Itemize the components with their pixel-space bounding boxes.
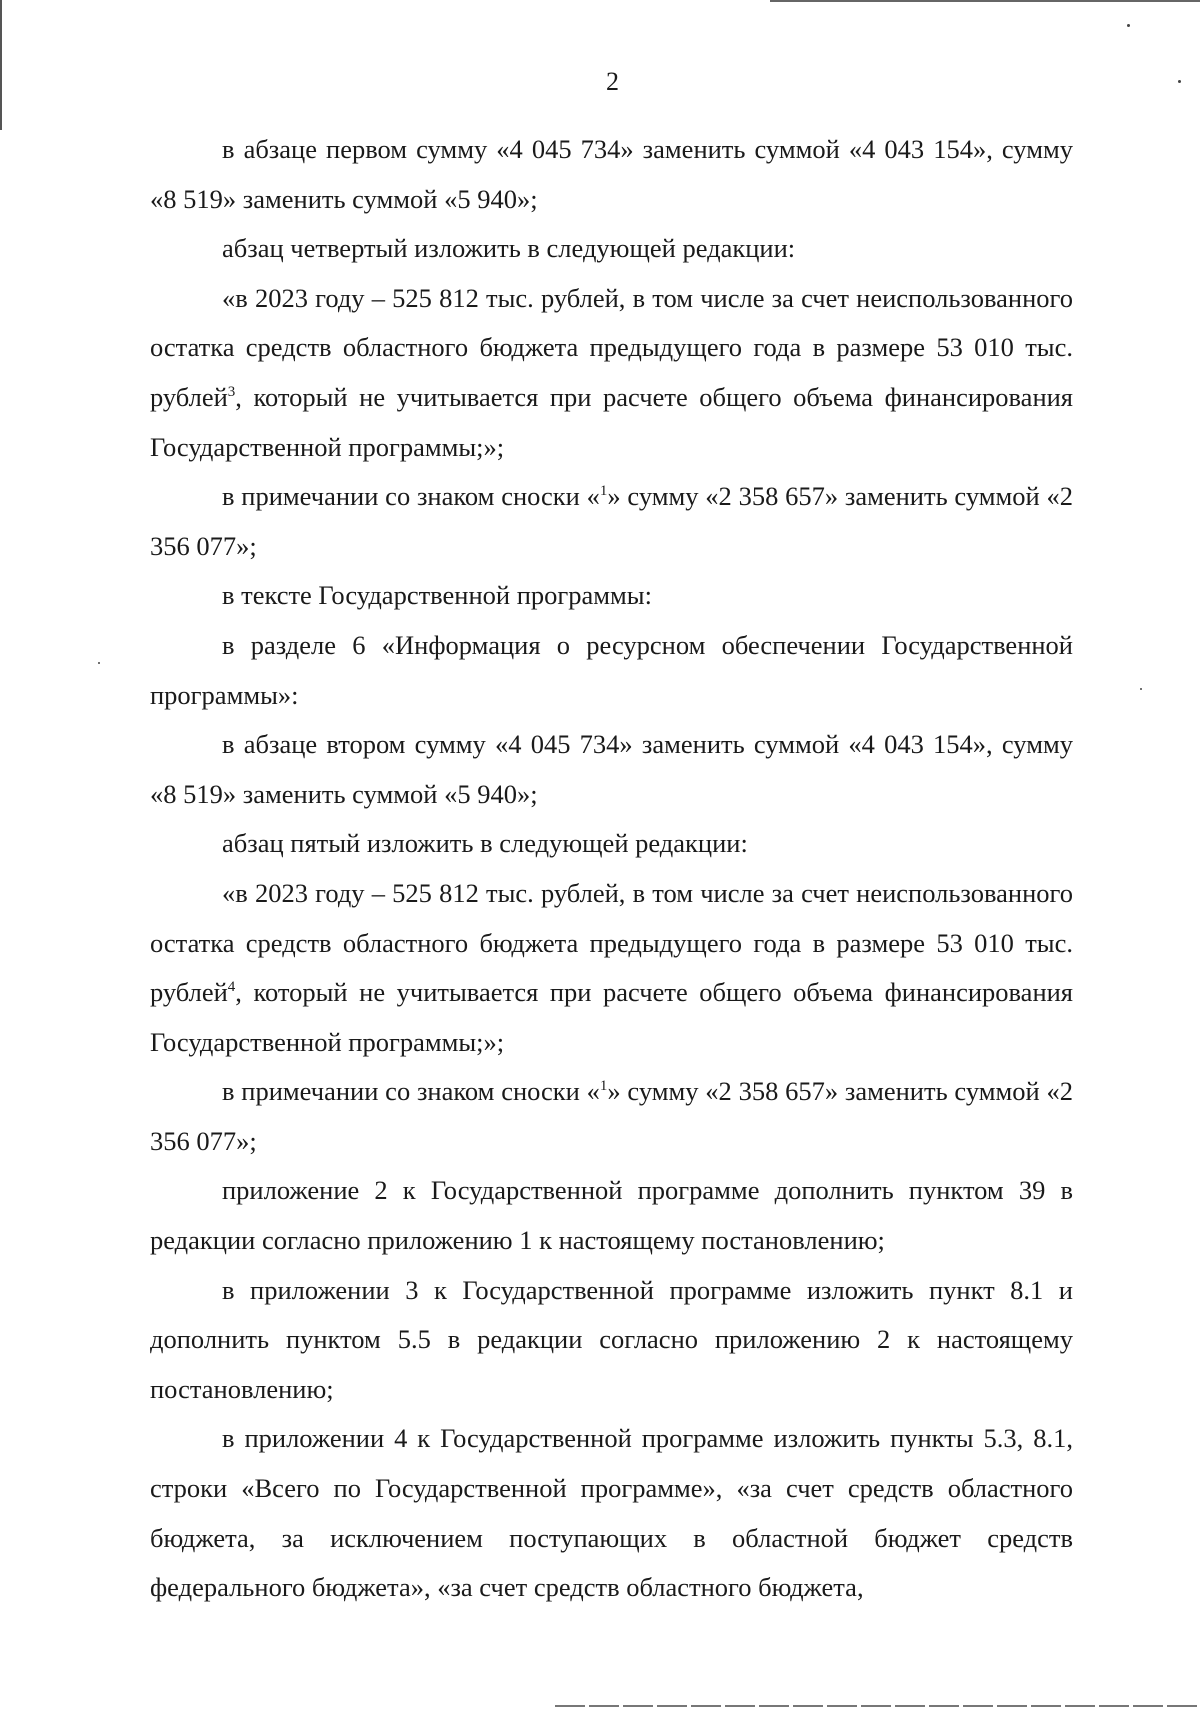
paragraph: в примечании со знаком сноски «$^1$» сумму «2 358 657» заменить суммой «2 356 077»; — [150, 481, 1073, 561]
paragraph: абзац пятый изложить в следующей редакции: — [222, 828, 748, 859]
paragraph: в приложении 4 к Государственной программе изложить пункты 5.3, 8.1, строки «Всего по Государственной программе», «за счет средств областного бюджета, за исключением поступающих в областной бюджет средств федерального бюджета», «за счет средств областного бюджета, — [150, 1423, 1073, 1603]
footnote-marker: 1 — [599, 1078, 608, 1095]
scan-speck — [1140, 688, 1142, 690]
paragraph: «в 2023 году – 525 812 тыс. рублей, в том числе за счет неиспользованного остатка средств областного бюджета предыдущего года в размере 53 010 тыс. рублей$^4$, который не учитывается при расчете общего объема финансирования Государственной программы;»; — [150, 877, 1073, 1057]
footnote-marker: 1 — [599, 483, 608, 500]
paragraph: «в 2023 году – 525 812 тыс. рублей, в том числе за счет неиспользованного остатка средств областного бюджета предыдущего года в размере 53 010 тыс. рублей$^3$, который не учитывается при расчете общего объема финансирования Государственной программы;»; — [150, 282, 1073, 462]
footnote-marker: 4 — [227, 979, 236, 996]
paragraph: в примечании со знаком сноски «$^1$» сумму «2 358 657» заменить суммой «2 356 077»; — [150, 1076, 1073, 1156]
page-number: 2 — [606, 67, 619, 96]
paragraph: в абзаце втором сумму «4 045 734» заменить суммой «4 043 154», сумму «8 519» заменить суммой «5 940»; — [150, 729, 1073, 809]
paragraph: в тексте Государственной программы: — [222, 580, 652, 611]
document-body — [150, 125, 1073, 1613]
paragraph: в разделе 6 «Информация о ресурсном обеспечении Государственной программы»: — [150, 629, 1073, 710]
paragraph: приложение 2 к Государственной программе дополнить пунктом 39 в редакции согласно приложению 1 к настоящему постановлению; — [150, 1175, 1073, 1256]
paragraph: в абзаце первом сумму «4 045 734» заменить суммой «4 043 154», сумму «8 519» заменить суммой «5 940»; — [150, 134, 1073, 214]
scan-speck — [98, 662, 100, 664]
paragraph: в приложении 3 к Государственной программе изложить пункт 8.1 и дополнить пунктом 5.5 в редакции согласно приложению 2 к настоящему постановлению; — [150, 1274, 1073, 1404]
paragraph: абзац четвертый изложить в следующей редакции: — [222, 233, 796, 264]
scan-speck — [1127, 24, 1130, 27]
scan-edge-top — [770, 0, 1200, 2]
footnote-marker: 3 — [227, 383, 236, 400]
scan-edge-bottom — [555, 1705, 1200, 1707]
